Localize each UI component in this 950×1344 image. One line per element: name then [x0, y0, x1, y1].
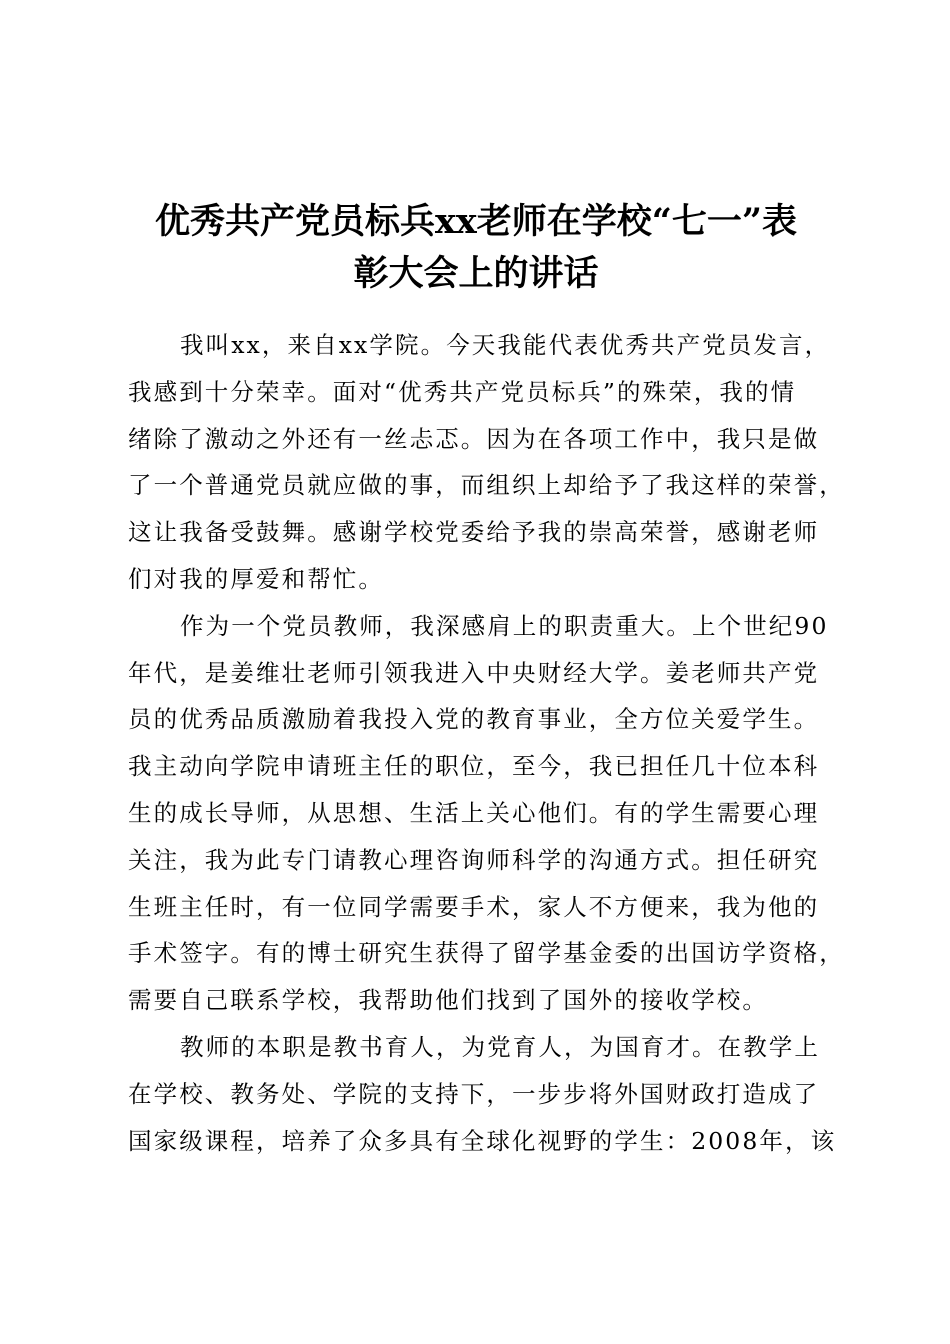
text-line: 教师的本职是教书育人，为党育人，为国育才。在教学上	[180, 1032, 820, 1061]
text-line: 作为一个党员教师，我深感肩上的职责重大。上个世纪90	[180, 611, 829, 640]
title-line: 彰大会上的讲话	[353, 253, 599, 294]
text-line: 我叫xx，来自xx学院。今天我能代表优秀共产党员发言，	[180, 331, 831, 359]
text-line: 绪除了激动之外还有一丝忐忑。因为在各项工作中，我只是做	[128, 424, 820, 453]
paragraph-3	[128, 1024, 838, 1164]
text-line: 我主动向学院申请班主任的职位，至今，我已担任几十位本科	[128, 752, 820, 781]
text-line: 关注，我为此专门请教心理咨询师科学的沟通方式。担任研究	[128, 845, 820, 874]
text-line: 员的优秀品质激励着我投入党的教育事业，全方位关爱学生。	[128, 705, 820, 734]
text-line: 生的成长导师，从思想、生活上关心他们。有的学生需要心理	[128, 798, 820, 827]
text-line: 生班主任时，有一位同学需要手术，家人不方便来，我为他的	[128, 892, 820, 921]
text-line: 在学校、教务处、学院的支持下，一步步将外国财政打造成了	[128, 1079, 820, 1108]
title-line: 优秀共产党员标兵xx老师在学校“七一”表	[155, 201, 797, 242]
text-line: 我感到十分荣幸。面对“优秀共产党员标兵”的殊荣，我的情	[128, 377, 797, 406]
text-line: 这让我备受鼓舞。感谢学校党委给予我的崇高荣誉，感谢老师	[128, 518, 820, 547]
text-line: 国家级课程，培养了众多具有全球化视野的学生：2008年，该	[128, 1126, 837, 1155]
document-body	[128, 322, 845, 1164]
text-line: 了一个普通党员就应做的事，而组织上却给予了我这样的荣誉，	[128, 471, 845, 500]
text-line: 们对我的厚爱和帮忙。	[128, 564, 384, 593]
text-line: 手术签字。有的博士研究生获得了留学基金委的出国访学资格，	[128, 939, 845, 968]
paragraph-2	[128, 603, 845, 1024]
text-line: 年代，是姜维壮老师引领我进入中央财经大学。姜老师共产党	[128, 658, 820, 687]
text-line: 需要自己联系学校，我帮助他们找到了国外的接收学校。	[128, 986, 768, 1015]
document-title	[120, 196, 832, 300]
paragraph-1	[128, 322, 845, 603]
